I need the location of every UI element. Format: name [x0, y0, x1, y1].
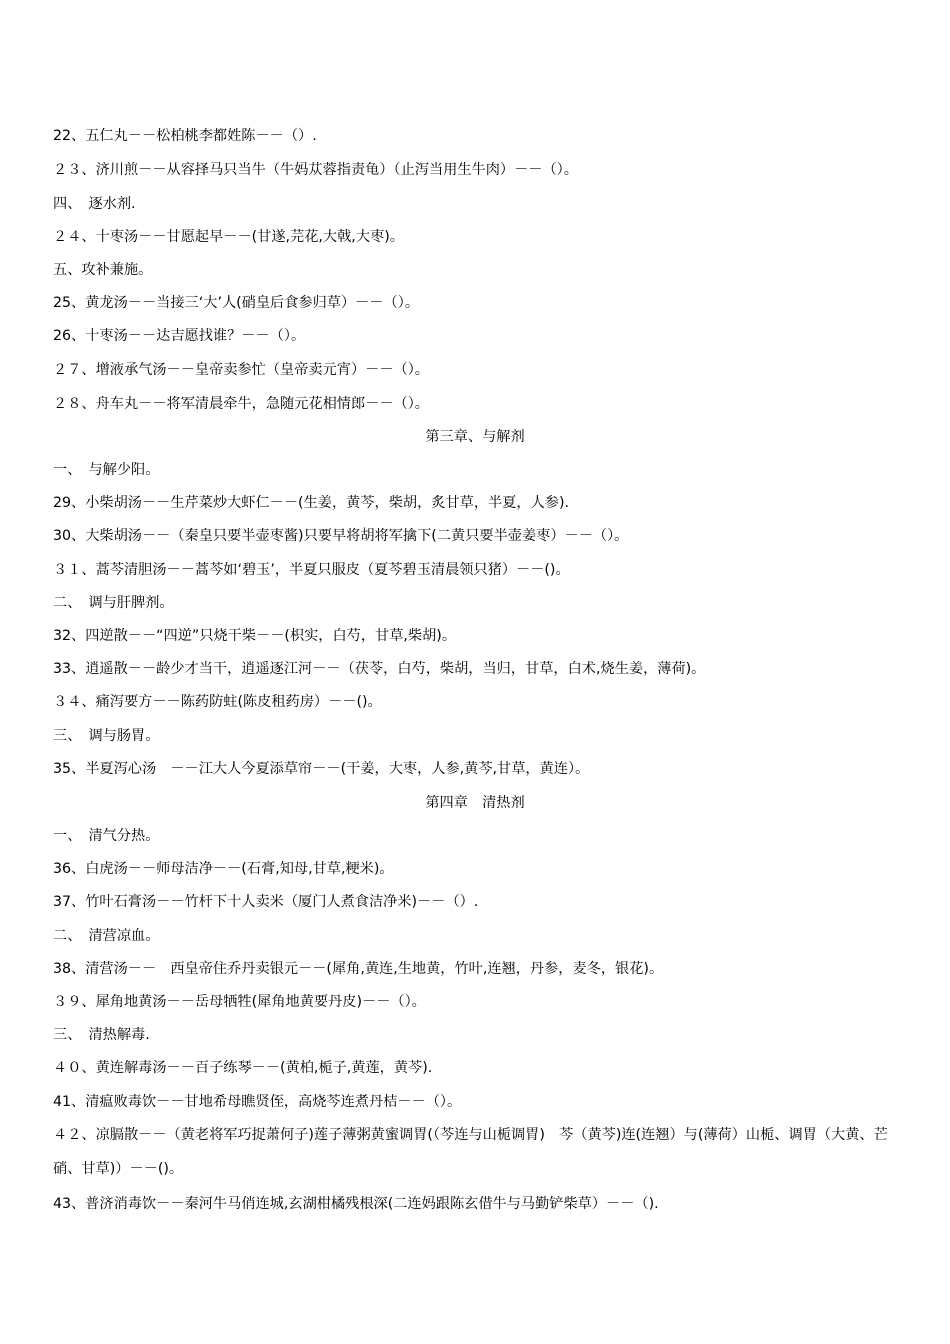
text-line-23: ２３、济川煎－－从容择马只当牛（牛妈苁蓉指责龟）（止泻当用生牛肉）－－（）。	[53, 162, 578, 178]
text-line-27: ２７、增液承气汤－－皇帝卖参忙（皇帝卖元宵）－－（）。	[53, 362, 429, 378]
section-heading-4-2: 二、 清营凉血。	[53, 928, 160, 944]
section-heading-4: 四、 逐水剂.	[53, 196, 136, 212]
text-line-26: 26、十枣汤－－达吉愿找谁？－－（）。	[53, 328, 306, 344]
chapter-heading-4: 第四章 清热剂	[425, 795, 525, 811]
section-heading-4-1: 一、 清气分热。	[53, 828, 160, 844]
text-line-34: ３４、痛泻要方－－陈药防蛀(陈皮租药房）－－()。	[53, 694, 382, 710]
text-line-33: 33、逍遥散－－龄少才当干，逍遥逐江河－－（茯苓，白芍，柴胡，当归，甘草，白术,烧生姜，薄荷)。	[53, 661, 706, 677]
section-heading-5: 五、攻补兼施。	[53, 262, 153, 278]
text-line-29: 29、小柴胡汤－－生芹菜炒大虾仁－－(生姜，黄芩，柴胡，炙甘草，半夏，人参).	[53, 495, 570, 511]
text-line-28: ２８、舟车丸－－将军清晨牵牛，急随元花相情郎－－（）。	[53, 396, 429, 412]
text-line-30: 30、大柴胡汤－－（秦皇只要半壶枣酱)只要早将胡将军擒下(二黄只要半壶姜枣）－－（）。	[53, 528, 629, 544]
text-line-31: ３１、蒿芩清胆汤－－蒿芩如‘碧玉’，半夏只服皮（夏芩碧玉清晨领只猪）－－()。	[53, 562, 570, 578]
text-line-42: ４２、凉膈散－－（黄老将军巧捉萧何子)莲子薄粥黄蜜调胃(（芩连与山栀调胃) 芩（黄芩)连(连翘）与(薄荷）山栀、调胃（大黄、芒硝、甘草)）－－()。	[53, 1127, 888, 1177]
text-line-35: 35、半夏泻心汤 －－江大人今夏添草帘－－(干姜，大枣，人参,黄芩,甘草，黄连）。	[53, 761, 590, 777]
text-line-36: 36、白虎汤－－师母洁净－－(石膏,知母,甘草,粳米)。	[53, 861, 394, 877]
section-heading-3-3: 三、 调与肠胃。	[53, 728, 160, 744]
text-line-38: 38、清营汤－－ 西皇帝住乔丹卖银元－－(犀角,黄连,生地黄，竹叶,连翘，丹参，麦冬，银花)。	[53, 961, 664, 977]
text-line-41: 41、清瘟败毒饮－－甘地希母瞧贤侄，高烧芩连煮丹桔－－（）。	[53, 1094, 462, 1110]
text-line-43: 43、普济消毒饮－－秦河牛马俏连城,玄湖柑橘残根深(二连妈跟陈玄借牛与马勤铲柴草）－－（).	[53, 1196, 659, 1212]
text-line-37: 37、竹叶石膏汤－－竹杆下十人卖米（厦门人煮食洁净米)－－（）.	[53, 894, 479, 910]
text-line-22: 22、五仁丸－－松柏桃李都姓陈－－（）.	[53, 128, 317, 144]
section-heading-3-2: 二、 调与肝脾剂。	[53, 595, 174, 611]
chapter-heading-3: 第三章、与解剂	[425, 429, 525, 445]
text-line-24: ２４、十枣汤－－甘愿起早－－(甘遂,芫花,大戟,大枣)。	[53, 229, 404, 245]
section-heading-3-1: 一、 与解少阳。	[53, 462, 160, 478]
text-line-40: ４０、黄连解毒汤－－百子练琴－－(黄柏,栀子,黄莲，黄芩).	[53, 1060, 433, 1076]
text-line-25: 25、黄龙汤－－当接三‘大’人(硝皇后食参归草）－－（）。	[53, 295, 420, 311]
text-line-39: ３９、犀角地黄汤－－岳母牺牲(犀角地黄要丹皮)－－（）。	[53, 994, 426, 1010]
text-line-32: 32、四逆散－－“四逆”只烧干柴－－(枳实，白芍，甘草,柴胡)。	[53, 628, 457, 644]
section-heading-4-3: 三、 清热解毒.	[53, 1027, 150, 1043]
